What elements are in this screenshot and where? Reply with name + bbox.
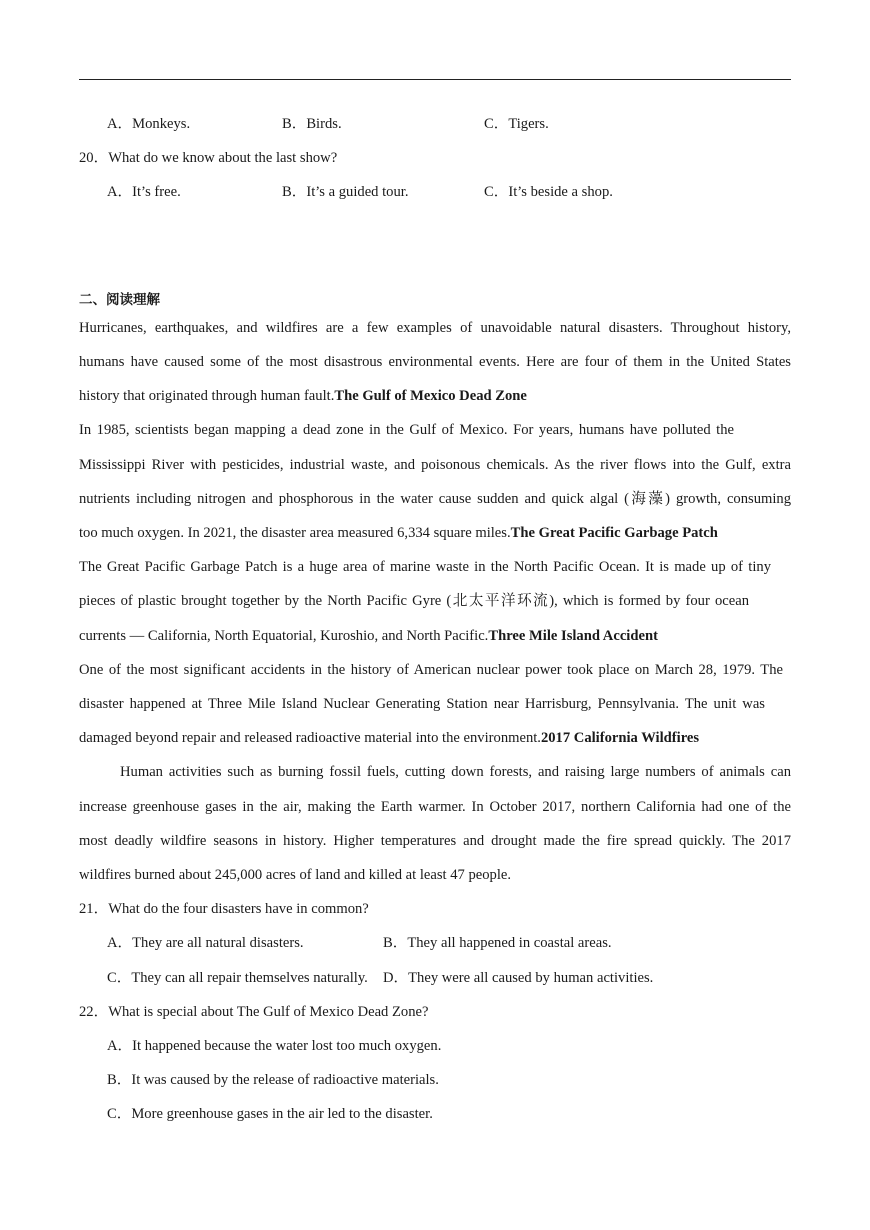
heading-garbage-patch: The Great Pacific Garbage Patch [510,525,718,541]
q22-option-b[interactable]: B．It was caused by the release of radioactive materials. [107,1072,439,1088]
heading-gulf-dead-zone: The Gulf of Mexico Dead Zone [334,388,527,404]
header-rule [79,79,791,80]
q19-option-a[interactable]: A．Monkeys. [107,116,191,132]
q20-option-b[interactable]: B．It’s a guided tour. [282,184,409,200]
passage-text: history that originated through human fault. [79,388,335,404]
passage-line: nutrients including nitrogen and phosphorous in the water cause sudden and quick algal (海藻) growth, consuming [79,491,791,507]
section-title: 二、阅读理解 [79,292,160,308]
heading-california-wildfires: 2017 California Wildfires [540,730,700,746]
passage-line: wildfires burned about 245,000 acres of land and killed at least 47 people. [79,867,512,883]
q21-option-c[interactable]: C．They can all repair themselves naturally. [107,970,368,986]
passage-line: pieces of plastic brought together by the North Pacific Gyre (北太平洋环流), which is formed by four ocean [79,593,749,609]
heading-three-mile-island: Three Mile Island Accident [488,628,658,644]
passage-line [79,728,791,748]
passage-line: Mississippi River with pesticides, industrial waste, and poisonous chemicals. As the river flows into the Gulf, extra [79,457,791,473]
q19-option-b[interactable]: B．Birds. [282,116,342,132]
q20-stem: 20．What do we know about the last show? [79,150,338,166]
q19-option-c[interactable]: C．Tigers. [484,116,549,132]
passage-line [79,386,791,406]
passage-line: Hurricanes, earthquakes, and wildfires are a few examples of unavoidable natural disasters. Throughout history, [79,320,791,336]
q21-option-d[interactable]: D．They were all caused by human activities. [383,970,654,986]
passage-line: Human activities such as burning fossil fuels, cutting down forests, and raising large numbers of animals can [120,764,791,780]
q21-option-b[interactable]: B．They all happened in coastal areas. [383,935,612,951]
passage-text: too much oxygen. In 2021, the disaster area measured 6,334 square miles. [79,525,511,541]
passage-line: In 1985, scientists began mapping a dead zone in the Gulf of Mexico. For years, humans have polluted the [79,422,734,438]
q21-option-a[interactable]: A．They are all natural disasters. [107,935,304,951]
passage-text: currents — California, North Equatorial, Kuroshio, and North Pacific. [79,628,489,644]
q20-option-c[interactable]: C．It’s beside a shop. [484,184,613,200]
q22-stem: 22．What is special about The Gulf of Mexico Dead Zone? [79,1004,429,1020]
passage-line: most deadly wildfire seasons in history. Higher temperatures and drought made the fire spread quickly. The 2017 [79,833,791,849]
passage-line [79,626,791,646]
passage-line: One of the most significant accidents in the history of American nuclear power took place on March 28, 1979. The [79,662,783,678]
passage-line: increase greenhouse gases in the air, making the Earth warmer. In October 2017, northern California had one of the [79,799,791,815]
passage-text: damaged beyond repair and released radioactive material into the environment. [79,730,541,746]
q22-option-c[interactable]: C．More greenhouse gases in the air led to the disaster. [107,1106,433,1122]
q22-option-a[interactable]: A．It happened because the water lost too much oxygen. [107,1038,442,1054]
passage-line [79,523,791,543]
passage-line: humans have caused some of the most disastrous environmental events. Here are four of them in the United States [79,354,791,370]
q21-stem: 21．What do the four disasters have in common? [79,901,369,917]
q20-option-a[interactable]: A．It’s free. [107,184,181,200]
passage-line: The Great Pacific Garbage Patch is a huge area of marine waste in the North Pacific Ocean. It is made up of tiny [79,559,771,575]
passage-line: disaster happened at Three Mile Island Nuclear Generating Station near Harrisburg, Pennsylvania. The unit was [79,696,765,712]
